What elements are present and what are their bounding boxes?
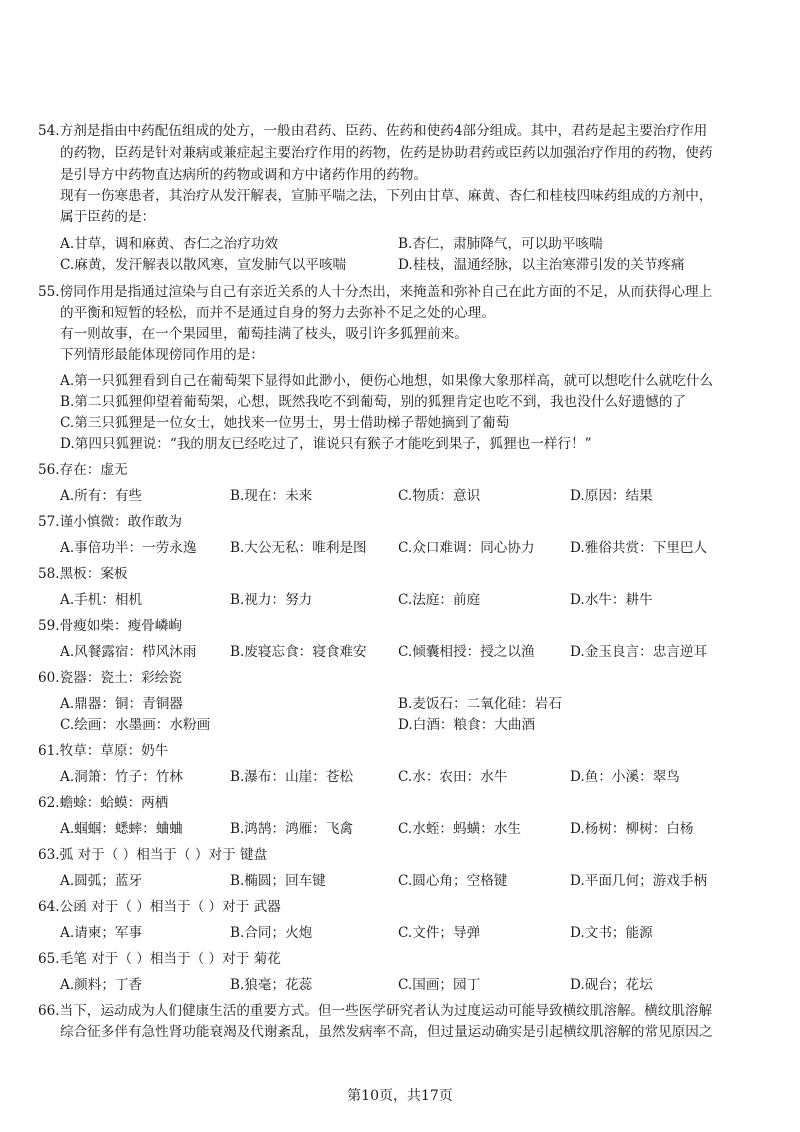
- q64-stem: 64.公函 对于（ ）相当于（ ）对于 武器: [38, 899, 281, 915]
- q57-stem: 57.谨小慎微：敢作敢为: [38, 514, 182, 530]
- q54-stem: 54.方剂是指由中药配伍组成的处方，一般由君药、臣药、佐药和使药4部分组成。其中，君药是起主要治疗作用: [38, 123, 708, 139]
- q56-option-c[interactable]: C.物质：意识: [398, 488, 481, 504]
- q60-option-d[interactable]: D.白酒：粮食：大曲酒: [398, 717, 536, 733]
- q61-option-b[interactable]: B.瀑布：山崖：苍松: [230, 769, 354, 785]
- q65-stem: 65.毛笔 对于（ ）相当于（ ）对于 菊花: [38, 951, 281, 967]
- q63-stem: 63.弧 对于（ ）相当于（ ）对于 键盘: [38, 847, 268, 863]
- q56-option-d[interactable]: D.原因：结果: [570, 488, 653, 504]
- q55-option-a[interactable]: A.第一只狐狸看到自己在葡萄架下显得如此渺小，便伤心地想，如果像大象那样高，就可以想吃什么就吃什么: [60, 373, 714, 389]
- q64-option-a[interactable]: A.请柬；军事: [60, 925, 143, 941]
- q65-option-a[interactable]: A.颜料；丁香: [60, 977, 143, 993]
- q54-option-b[interactable]: B.杏仁，肃肺降气，可以助平咳喘: [398, 236, 603, 252]
- q62-option-b[interactable]: B.鸿鹄：鸿雁：飞禽: [230, 821, 354, 837]
- q54-option-a[interactable]: A.甘草，调和麻黄、杏仁之治疗功效: [60, 236, 279, 252]
- q66-stem: 66.当下，运动成为人们健康生活的重要方式。但一些医学研究者认为过度运动可能导致横纹肌溶解。横纹肌溶解: [38, 1003, 713, 1019]
- q55-line-1: 的平衡和短暂的轻松，而并不是通过自身的努力去弥补不足之处的心理。: [60, 305, 495, 321]
- q58-option-b[interactable]: B.视力：努力: [230, 592, 313, 608]
- q61-option-c[interactable]: C.水：农田：水牛: [398, 769, 508, 785]
- q60-option-a[interactable]: A.鼎器：铜：青铜器: [60, 696, 183, 712]
- page-footer: 第10页，共17页: [347, 1088, 453, 1104]
- q55-option-d[interactable]: D.第四只狐狸说：“我的朋友已经吃过了，谁说只有猴子才能吃到果子，狐狸也一样行！”: [60, 436, 592, 452]
- q62-option-c[interactable]: C.水蛭：蚂蟥：水生: [398, 821, 521, 837]
- q64-option-d[interactable]: D.文书；能源: [570, 925, 653, 941]
- q58-option-d[interactable]: D.水牛：耕牛: [570, 592, 653, 608]
- q54-line-3: 现有一伤寒患者，其治疗从发汗解表，宣肺平喘之法，下列由甘草、麻黄、杏仁和桂枝四味药组成的方剂中，: [60, 188, 713, 204]
- q56-option-a[interactable]: A.所有：有些: [60, 488, 143, 504]
- q57-option-b[interactable]: B.大公无私：唯利是图: [230, 540, 367, 556]
- q61-stem: 61.牧草：草原：奶牛: [38, 743, 169, 759]
- q63-option-d[interactable]: D.平面几何；游戏手柄: [570, 873, 708, 889]
- q55-option-b[interactable]: B.第二只狐狸仰望着葡萄架，心想，既然我吃不到葡萄，别的狐狸肯定也吃不到，我也没什么好遗憾的了: [60, 394, 687, 410]
- q59-option-a[interactable]: A.风餐露宿：栉风沐雨: [60, 644, 197, 660]
- q65-option-b[interactable]: B.狼毫；花蕊: [230, 977, 313, 993]
- q63-option-b[interactable]: B.椭圆；回车键: [230, 873, 326, 889]
- q59-option-b[interactable]: B.废寝忘食：寝食难安: [230, 644, 367, 660]
- q64-option-b[interactable]: B.合同；火炮: [230, 925, 313, 941]
- q58-option-c[interactable]: C.法庭：前庭: [398, 592, 481, 608]
- q55-line-3: 下列情形最能体现傍同作用的是：: [60, 347, 264, 363]
- q55-stem: 55.傍同作用是指通过渲染与自己有亲近关系的人十分杰出，来掩盖和弥补自己在此方面的不足，从而获得心理上: [38, 284, 713, 300]
- q62-option-d[interactable]: D.杨树：柳树：白杨: [570, 821, 694, 837]
- q54-option-d[interactable]: D.桂枝，温通经脉，以主治寒滞引发的关节疼痛: [398, 257, 685, 273]
- q62-option-a[interactable]: A.蝈蝈：蟋蟀：蛐蛐: [60, 821, 183, 837]
- q60-stem: 60.瓷器：瓷土：彩绘瓷: [38, 670, 182, 686]
- q55-line-2: 有一则故事，在一个果园里，葡萄挂满了枝头，吸引许多狐狸前来。: [60, 326, 468, 342]
- q62-stem: 62.蟾蜍：蛤蟆：两栖: [38, 795, 169, 811]
- q54-line-1: 的药物，臣药是针对兼病或兼症起主要治疗作用的药物，佐药是协助君药或臣药以加强治疗作用的药物，使药: [60, 145, 713, 161]
- q65-option-d[interactable]: D.砚台；花坛: [570, 977, 653, 993]
- q61-option-a[interactable]: A.洞箫：竹子：竹林: [60, 769, 183, 785]
- q57-option-d[interactable]: D.雅俗共赏：下里巴人: [570, 540, 708, 556]
- q56-option-b[interactable]: B.现在：未来: [230, 488, 313, 504]
- q54-line-2: 是引导方中药物直达病所的药物或调和方中诸药作用的药物。: [60, 167, 428, 183]
- q54-line-4: 属于臣药的是：: [60, 209, 156, 225]
- q55-option-c[interactable]: C.第三只狐狸是一位女士，她找来一位男士，男士借助梯子帮她摘到了葡萄: [60, 415, 510, 431]
- q57-option-a[interactable]: A.事倍功半：一劳永逸: [60, 540, 197, 556]
- q54-option-c[interactable]: C.麻黄，发汗解表以散风寒，宣发肺气以平咳喘: [60, 257, 347, 273]
- q56-stem: 56.存在：虚无: [38, 462, 128, 478]
- q57-option-c[interactable]: C.众口难调：同心协力: [398, 540, 535, 556]
- q61-option-d[interactable]: D.鱼：小溪：翠鸟: [570, 769, 680, 785]
- q58-stem: 58.黑板：案板: [38, 566, 128, 582]
- q63-option-c[interactable]: C.圆心角；空格键: [398, 873, 508, 889]
- q60-option-b[interactable]: B.麦饭石：二氧化硅：岩石: [398, 696, 562, 712]
- q59-stem: 59.骨瘦如柴：瘦骨嶙峋: [38, 618, 182, 634]
- q60-option-c[interactable]: C.绘画：水墨画：水粉画: [60, 717, 211, 733]
- q64-option-c[interactable]: C.文件；导弹: [398, 925, 481, 941]
- q65-option-c[interactable]: C.国画；园丁: [398, 977, 481, 993]
- q66-line-1: 综合征多伴有急性肾功能衰竭及代谢紊乱，虽然发病率不高，但过量运动确实是引起横纹肌溶解的常见原因之: [60, 1024, 713, 1040]
- q58-option-a[interactable]: A.手机：相机: [60, 592, 143, 608]
- q59-option-d[interactable]: D.金玉良言：忠言逆耳: [570, 644, 708, 660]
- q59-option-c[interactable]: C.倾囊相授：授之以渔: [398, 644, 535, 660]
- q63-option-a[interactable]: A.圆弧；蓝牙: [60, 873, 143, 889]
